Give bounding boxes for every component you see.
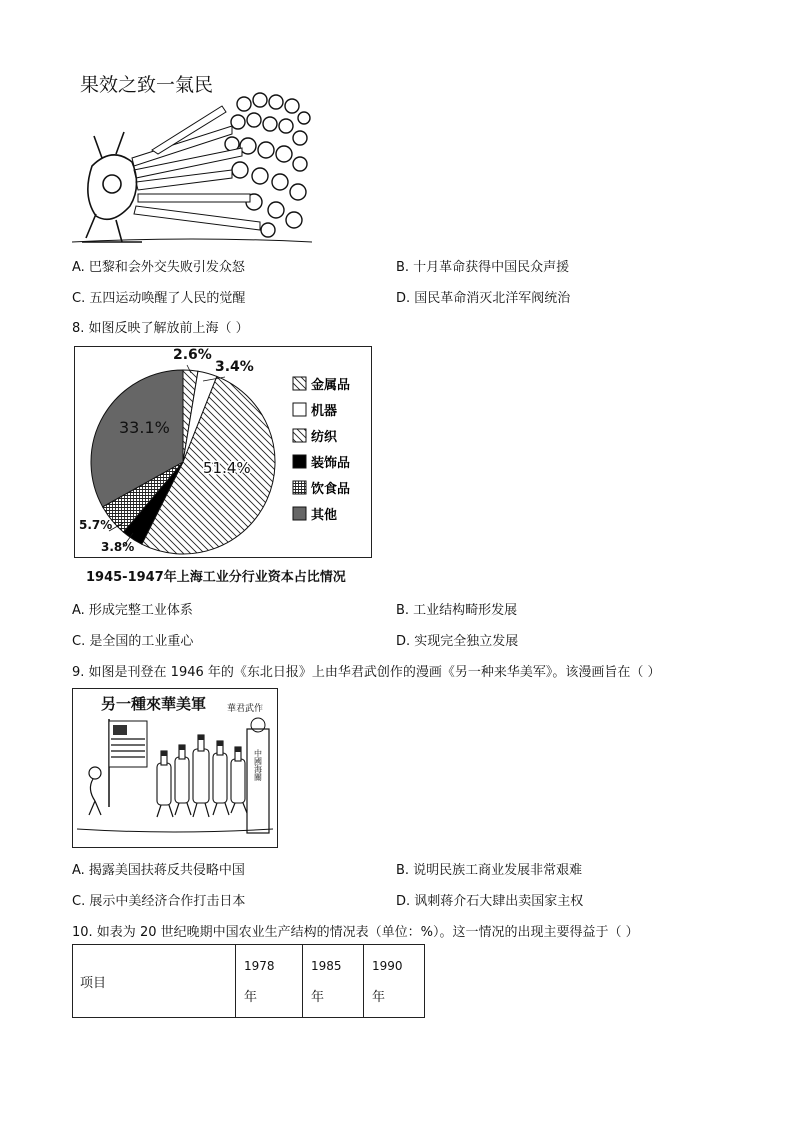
q9-option-c: C. 展示中美经济合作打击日本 [72,894,246,909]
legend-label-0: 金属品 [311,378,351,393]
q9-option-b: B. 说明民族工商业发展非常艰难 [396,863,583,878]
legend-swatch-4 [293,481,306,494]
q7-option-c: C. 五四运动唤醒了人民的觉醒 [72,291,246,306]
legend-label-1: 机器 [311,404,338,419]
table-header-cell [73,945,236,1018]
q9-option-d: D. 讽刺蒋介石大肆出卖国家主权 [396,894,584,909]
q8-option-a: A. 形成完整工业体系 [72,603,193,618]
legend-label-4: 饮食品 [311,482,351,497]
q10-table [72,944,425,1018]
pie-value-label-5: 33.1% [119,418,170,437]
table-row [73,945,425,1018]
year-number: 1985 [311,959,342,973]
year-unit: 年 [311,990,325,1005]
q9-question: 9. 如图是刊登在 1946 年的《东北日报》上由华君武创作的漫画《另一种来华美军》。该漫画旨在（ ） [72,665,661,680]
q7-cartoon-title: 果效之致一氣民 [80,74,214,96]
q9-cartoon-gate-label: 中國海關 [253,749,263,781]
q7-cartoon-drawing [72,66,312,246]
pie-value-label-1: 3.4% [215,359,254,375]
q8-chart-title: 1945-1947年上海工业分行业资本占比情况 [86,570,346,585]
q7-option-d: D. 国民革命消灭北洋军阀统治 [396,291,571,306]
legend-label-3: 装饰品 [311,456,351,471]
q10-question: 10. 如表为 20 世纪晚期中国农业生产结构的情况表（单位：%）。这一情况的出现主要得益于（ ） [72,925,639,940]
q9-cartoon [72,688,278,848]
table-header-label: 项目 [80,975,107,991]
legend-swatch-1 [293,403,306,416]
pie-value-label-2: 51.4% [203,459,251,477]
legend-swatch-0 [293,377,306,390]
pie-value-label-0: 2.6% [173,347,212,363]
legend-swatch-5 [293,507,306,520]
year-number: 1990 [372,959,403,973]
q8-option-c: C. 是全国的工业重心 [72,634,194,649]
legend-label-2: 纺织 [311,430,338,445]
legend-swatch-3 [293,455,306,468]
table-year-cell [236,945,303,1018]
year-unit: 年 [372,990,386,1005]
q8-option-d: D. 实现完全独立发展 [396,634,519,649]
q9-cartoon-drawing [73,689,277,847]
legend-swatch-2 [293,429,306,442]
q9-cartoon-title: 另一種來華美軍 [101,695,207,713]
pie-value-label-3: 3.8% [101,540,135,554]
q9-cartoon-author: 華君武作 [227,704,264,714]
table-year-cell [364,945,425,1018]
table-year-cell [303,945,364,1018]
q8-option-b: B. 工业结构畸形发展 [396,603,518,618]
q7-cartoon [72,66,312,246]
q7-option-a: A. 巴黎和会外交失败引发众怒 [72,260,245,275]
year-unit: 年 [244,990,258,1005]
q8-pie-chart [75,347,371,557]
year-number: 1978 [244,959,275,973]
q8-question: 8. 如图反映了解放前上海（ ） [72,321,249,336]
q7-option-b: B. 十月革命获得中国民众声援 [396,260,570,275]
pie-value-label-4: 5.7% [79,518,113,532]
legend-label-5: 其他 [311,508,338,523]
q8-chart-frame [74,346,372,558]
q9-option-a: A. 揭露美国扶蒋反共侵略中国 [72,863,245,878]
